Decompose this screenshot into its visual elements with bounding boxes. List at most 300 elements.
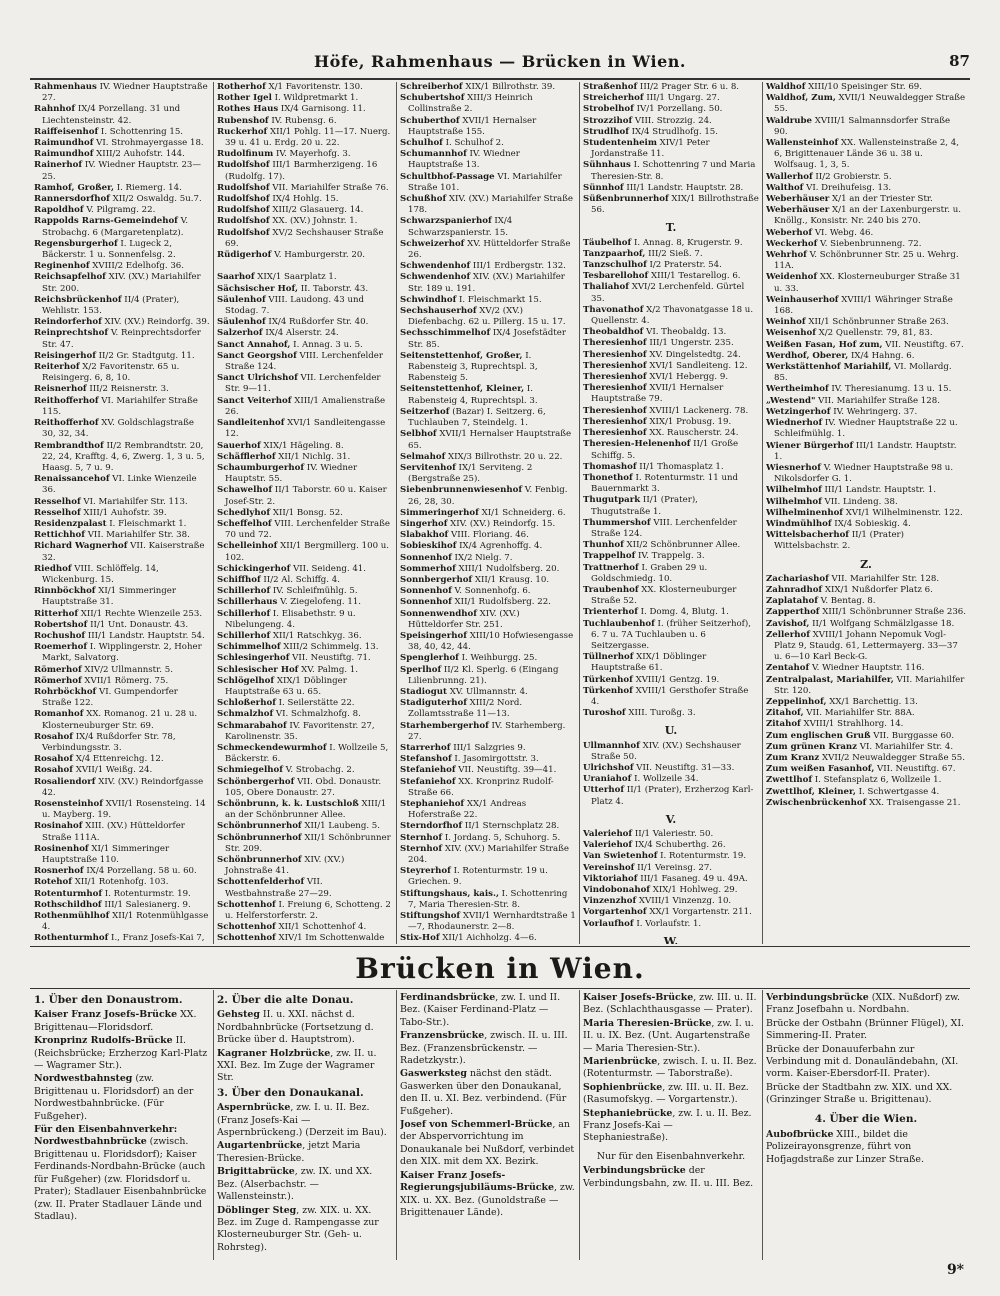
directory-entry: Trappelhof IV. Trappelg. 3.	[583, 551, 705, 562]
directory-entry: Wertheimhof IV. Theresianumg. 13 u. 15.	[766, 384, 952, 395]
directory-entry: Selbhof XVII/1 Hernalser Hauptstraße 65.	[400, 429, 572, 451]
bridges-column-4	[583, 992, 759, 1262]
bridge-entry: Kronprinz Rudolfs-Brücke II. (Reichsbrücke; Erzherzog Karl-Platz — Wagramer Str.).	[34, 1035, 208, 1072]
column-divider	[579, 990, 580, 1260]
directory-entry: Schillerhof IV. Schleifmühlg. 5.	[217, 586, 358, 597]
directory-entry: Rahmenhaus IV. Wiedner Hauptstraße 27.	[34, 82, 208, 104]
alphabet-heading: Z.	[860, 557, 872, 571]
directory-entry: Vorgartenhof XX/1 Vorgartenstr. 211.	[583, 907, 752, 918]
directory-entry: Theresien-Helenenhof II/1 Große Schiffg. 5.	[583, 439, 739, 461]
bridge-entry: Sophienbrücke, zw. III. u. II. Bez. (Rasumofskyg. — Vorgartenstr.).	[583, 1081, 749, 1106]
directory-entry: Tanzschulhof I/2 Praterstr. 54.	[583, 260, 722, 271]
directory-entry: Siebenbrunnenwiesenhof V. Fenbig. 26, 28, 30.	[400, 485, 568, 507]
column-divider	[396, 82, 397, 944]
column-divider	[213, 82, 214, 944]
directory-entry: Rosaliendorf XIV. (XV.) Reindorfgasse 42.	[34, 776, 204, 798]
directory-entry: Spenglerhof I. Weihburgg. 25.	[400, 653, 538, 664]
bridge-entry: Kaiser Josefs-Brücke, zw. III. u. II. Bez. (Schlachthausgasse — Prater).	[583, 992, 757, 1016]
directory-entry: Tanzpaarhof, III/2 Sieß. 7.	[583, 248, 703, 259]
directory-entry: Schmarabahof IV. Favoritenstr. 27, Karolinenstr. 35.	[217, 720, 375, 742]
directory-entry: Rudolfshof VII. Mariahilfer Straße 76.	[217, 182, 389, 193]
directory-entry: Salzerhof IX/4 Alserstr. 24.	[217, 328, 339, 339]
bridges-column-2	[217, 992, 393, 1262]
directory-entry: Scheffelhof VIII. Lerchenfelder Straße 70 und 72.	[217, 518, 390, 541]
directory-entry: Renaissancehof VI. Linke Wienzeile 36.	[34, 474, 197, 496]
directory-entry: Schillerhaus V. Ziegelofeng. 11.	[217, 597, 362, 608]
section-rule-bottom	[30, 988, 970, 989]
directory-entry: Reithofferhof VI. Mariahilfer Straße 115.	[34, 395, 198, 417]
directory-entry: Romanhof XX. Romanog. 21 u. 28 u. Klosterneuburger Str. 69.	[34, 709, 198, 731]
directory-entry: Sonnenhof XII/1 Rudolfsberg. 22.	[400, 597, 551, 608]
bridge-entry: Stephaniebrücke, zw. I. u. II. Bez. Franz Josefs-Kai — Stephaniestraße).	[583, 1107, 752, 1144]
directory-entry: Raimundhof VI. Strohmayergasse 18.	[34, 138, 204, 149]
directory-entry: Reichsapfelhof XIV. (XV.) Mariahilfer Str. 200.	[34, 272, 201, 294]
column-divider	[213, 990, 214, 1260]
directory-entry: Theresienhof III/1 Ungerstr. 235.	[583, 338, 734, 349]
column-divider	[762, 82, 763, 944]
directory-entry: Tesbarellohof XIII/1 Testarellog. 6.	[583, 271, 741, 282]
directory-entry: Viktoriahof III/1 Fasaneg. 49 u. 49A.	[583, 873, 748, 884]
directory-entry: Roemerhof I. Wipplingerstr. 2, Hoher Markt, Salvatorg.	[34, 642, 202, 664]
bridges-column-3	[400, 992, 576, 1262]
directory-entry: Sanct Annahof, I. Annag. 3 u. 5.	[217, 339, 363, 350]
directory-entry: Reithofferhof XV. Goldschlagstraße 30, 32, 34.	[34, 418, 194, 440]
directory-entry: Zellerhof XVIII/1 Johann Nepomuk Vogl-Platz 9, Staudg. 61, Lettermayerg. 33—37 u. 6—10 Karl Beck-G.	[766, 629, 958, 663]
directory-entry: Stefanshof I. Jasomirgottstr. 3.	[400, 754, 539, 765]
directory-entry: Türkenhof XVIII/1 Gersthofer Straße 4.	[583, 685, 749, 707]
section-rule	[30, 946, 970, 947]
bridge-entry: Gehsteg II. u. XXI. nächst d. Nordbahnbrücke (Fortsetzung d. Brücke über d. Hauptstrom).	[217, 1009, 374, 1046]
directory-entry: Steyrerhof I. Rotenturmstr. 19 u. Griechen. 9.	[400, 866, 548, 888]
directory-entry: Stiftungshaus, kais., I. Schottenring 7, Maria Theresien-Str. 8.	[400, 888, 568, 910]
directory-entry: Vorlaufhof I. Vorlaufstr. 1.	[583, 918, 702, 929]
directory-entry: Windmühlhof IX/4 Sobieskig. 4.	[766, 518, 911, 529]
running-title: Höfe, Rahmenhaus — Brücken in Wien.	[314, 52, 686, 71]
directory-entry: Traubenhof XX. Klosterneuburger Straße 52.	[583, 584, 737, 607]
directory-entry: Thunhof XII/2 Schönbrunner Allee.	[583, 540, 741, 551]
directory-entry: Schmiegelhof V. Strobachg. 2.	[217, 765, 355, 776]
directory-entry: Stefaniehof XX. Kronprinz Rudolf-Straße 66.	[400, 776, 554, 798]
directory-entry: Zachariashof VII. Mariahilfer Str. 128.	[766, 573, 940, 584]
bridge-entry: Marienbrücke, zwisch. I. u. II. Bez. (Rotenturmstr. — Taborstraße).	[583, 1056, 757, 1080]
directory-entry: Zentralpalast, Mariahilfer, VII. Mariahilfer Str. 120.	[766, 674, 965, 696]
directory-entry: Schönbrunnerhof XII/1 Schönbrunner Str. 209.	[217, 832, 391, 854]
directory-entry: Sanct Veiterhof XIII/1 Amalienstraße 26.	[217, 395, 386, 417]
directory-entry: Sonnenwendhof XIV. (XV.) Hütteldorfer Str. 251.	[400, 608, 520, 630]
directory-entry: Schlesischer Hof XV. Palmg. 1.	[217, 664, 358, 675]
directory-entry: Seitenstettenhof, Kleiner, I. Rabensteig 4, Ruprechtspl. 3.	[400, 384, 538, 406]
directory-entry: Waldhof, Zum, XVII/1 Neuwaldegger Straße 55.	[766, 93, 966, 115]
directory-entry: Robertshof II/1 Unt. Donaustr. 43.	[34, 619, 189, 630]
directory-entry: Rudolfshof XIII/2 Glasauerg. 14.	[217, 205, 364, 216]
directory-entry: Thummershof VIII. Lerchenfelder Straße 124.	[583, 517, 737, 539]
directory-entry: Wilhelminenhof XVI/1 Wilhelminenstr. 122.	[766, 507, 963, 518]
directory-entry: Trienterhof I. Domg. 4, Blutg. 1.	[583, 607, 729, 618]
directory-entry: Zeppelinhof, XX/1 Barchettig. 13.	[766, 696, 918, 707]
directory-entry: Rudolfshof XV/2 Sechshauser Straße 69.	[217, 227, 384, 249]
directory-entry: Theresienhof XVII/1 Hernalser Hauptstraße 79.	[583, 383, 724, 405]
directory-entry: Studentenheim XIV/1 Peter Jordanstraße 11.	[583, 138, 710, 160]
directory-entry: Schottenhof XIV/1 Im Schottenwalde	[217, 933, 385, 944]
directory-entry: Werkstättenhof Mariahilf, VI. Mollardg. 85.	[766, 362, 952, 384]
directory-entry: Reinprechtshof V. Reinprechtsdorfer Str. 47.	[34, 328, 201, 350]
directory-entry: Ulrichshof VII. Neustiftg. 31—33.	[583, 762, 735, 773]
directory-entry: Wehrhof V. Schönbrunner Str. 25 u. Wehrg. 11A.	[766, 250, 959, 272]
directory-entry: Seitenstettenhof, Großer, I. Rabensteig 3, Ruprechtspl. 3, Rabensteig 5.	[400, 350, 538, 384]
directory-entry: Schimmelhof XIII/2 Schimmelg. 13.	[217, 642, 379, 653]
bridge-entry: Brücke der Stadtbahn zw. XIX. und XX. (Grinzinger Straße u. Brigittenau).	[766, 1081, 953, 1106]
directory-entry: Rembrandthof II/2 Rembrandtstr. 20, 22, 24, Krafftg. 4, 6, Zwerg. 1, 3 u. 5, Haasg. 5, 7 u. 9.	[34, 440, 205, 473]
alphabet-heading: T.	[665, 221, 677, 235]
directory-entry: Wallensteinhof XX. Wallensteinstraße 2, 4, 6, Brigittenauer Lände 36 u. 38 u. Wolfsaug. 1, 3, 5.	[766, 138, 959, 171]
directory-entry: Schwendenhof XIV. (XV.) Mariahilfer Str. 189 u. 191.	[400, 272, 565, 294]
header-rule	[30, 78, 970, 80]
directory-entry: Sühnhaus I. Schottenring 7 und Maria Theresien-Str. 8.	[583, 160, 756, 182]
directory-entry: Zum weißen Fasanhof, VII. Neustiftg. 67.	[766, 764, 956, 775]
directory-entry: Schulhof I. Schulhof 2.	[400, 138, 504, 149]
directory-entry: Rudolfshof IX/4 Hohlg. 15.	[217, 194, 339, 205]
directory-entry: Ramhof, Großer, I. Riemerg. 14.	[34, 182, 182, 193]
directory-entry: Schubertshof XIII/3 Heinrich Collinstraße 2.	[400, 93, 533, 115]
directory-entry: Schlögelhof XIX/1 Döblinger Hauptstraße 63 u. 65.	[217, 675, 347, 697]
directory-entry: Sonnenhof IX/2 Nielg. 7.	[400, 552, 513, 563]
bridge-entry: Aspernbrücke, zw. I. u. II. Bez. (Franz Josefs-Kai — Aspernbrückeng.) (Derzeit im Bau).	[217, 1102, 387, 1139]
directory-entry: Ritterhof XII/1 Rechte Wienzeile 253.	[34, 608, 203, 619]
directory-entry: Rudolfshof XX. (XV.) Johnstr. 1.	[217, 216, 358, 227]
directory-entry: Waldrube XVIII/1 Salmannsdorfer Straße 90.	[766, 115, 951, 137]
bridge-entry: Gaswerksteg nächst den städt. Gaswerken über den Donaukanal, den II. u. XI. Bez. verbindend. (Für Fußgeher).	[400, 1068, 567, 1117]
directory-entry: Sechshauserhof XV/2 (XV.) Diefenbachg. 62 u. Pillerg. 15 u. 17.	[400, 306, 566, 328]
directory-entry: Zitahof, VII. Mariahilfer Str. 88A.	[766, 708, 915, 719]
directory-entry: Strozzihof VIII. Strozzig. 24.	[583, 115, 712, 126]
directory-entry: Raimundhof XIII/2 Auhofstr. 144.	[34, 149, 185, 160]
directory-entry: Schwendenhof III/1 Erdbergstr. 132.	[400, 261, 566, 272]
directory-entry: Werdhof, Oberer, IX/4 Hahng. 6.	[766, 350, 915, 361]
directory-entry: Römerhof XIV/2 Ullmannstr. 5.	[34, 664, 173, 675]
directory-entry: Sauerhof XIX/1 Hägeling. 8.	[217, 440, 344, 451]
directory-entry: Säulenhof VIII. Laudong. 43 und Stodag. 7.	[217, 294, 365, 317]
directory-entry: Schottenfelderhof VII. Westbahnstraße 27—29.	[217, 877, 332, 899]
directory-entry: Rapoldhof V. Pilgramg. 22.	[34, 205, 156, 216]
directory-entry: Rappolds Rarns-Gemeindehof V. Strobachg. 6 (Margaretenplatz).	[34, 216, 189, 238]
directory-entry: Schloßerhof I. Seilerstätte 22.	[217, 698, 355, 709]
directory-entry: Valeriehof II/1 Valeriestr. 50.	[583, 829, 714, 839]
alphabet-heading: W.	[663, 934, 679, 944]
directory-entry: Raiffeisenhof I. Schottenring 15.	[34, 126, 184, 137]
directory-entry: Residenzpalast I. Fleischmarkt 1.	[34, 518, 187, 529]
directory-entry: Reisnerhof III/2 Reisnerstr. 3.	[34, 384, 169, 395]
directory-entry: Schlesingerhof VII. Neustiftg. 71.	[217, 653, 371, 664]
directory-entry: Uraniahof I. Wollzeile 34.	[583, 774, 699, 785]
directory-entry: Slabakhof VIII. Floriang. 46.	[400, 530, 529, 541]
directory-entry: Sünnhof III/1 Landstr. Hauptstr. 28.	[583, 182, 744, 193]
directory-entry: Theresienhof XVIII/1 Lackenerg. 78.	[583, 405, 749, 416]
directory-entry: Servitenhof IX/1 Serviteng. 2 (Bergstraße 25).	[400, 462, 533, 485]
directory-entry: Schillerhof I. Elisabethstr. 9 u. Nibelungeng. 4.	[217, 608, 356, 630]
directory-entry: Sandleitenhof XVI/1 Sandleitengasse 12.	[217, 418, 386, 440]
directory-entry: Wiednerhof IV. Wiedner Hauptstraße 22 u. Schleifmühlg. 1.	[766, 418, 958, 440]
bridge-entry: Für den Eisenbahnverkehr: Nordwestbahnbrücke (zwisch. Brigittenau u. Floridsdorf); Kaiser Ferdinands-Nordbahn-Brücke (auch für Fußgeher) (zw. Floridsdorf u. Prater); Stadlauer Eisenbahnbrücke (zw. II. Prater Stadlauer Lände und Stadlau).	[34, 1124, 207, 1222]
directory-entry: Vinzenzhof XVIII/1 Vinzenzg. 10.	[583, 896, 732, 907]
directory-entry: Weisenhof X/2 Quellenstr. 79, 81, 83.	[766, 328, 933, 339]
directory-entry: Wilhelmhof III/1 Landstr. Hauptstr. 1.	[766, 485, 936, 496]
directory-entry: Vindobonahof XIX/1 Hohlweg. 29.	[583, 885, 738, 896]
directory-entry: Sternhof XIV. (XV.) Mariahilfer Straße 204.	[400, 843, 569, 866]
directory-entry: Starrerhof III/1 Salzgries 9.	[400, 742, 526, 753]
directory-entry: Resselhof VI. Mariahilfer Str. 113.	[34, 496, 188, 507]
directory-entry: Weidenhof XX. Klosterneuburger Straße 31 u. 33.	[766, 272, 961, 294]
bridge-entry: Josef von Schemmerl-Brücke, an der Abspervorrichtung im Donaukanale bei Nußdorf, verbindet den XIX. mit dem XX. Bezirk.	[400, 1119, 575, 1168]
directory-entry: Zum englischen Gruß VII. Burggasse 60.	[766, 730, 955, 741]
bridge-entry: Kagraner Holzbrücke, zw. II. u. XXI. Bez. Im Zuge der Wagramer Str.	[217, 1047, 377, 1084]
directory-entry: Weißen Fasan, Hof zum, VII. Neustiftg. 67.	[766, 339, 964, 350]
directory-entry: Wiesnerhof V. Wiedner Hauptstraße 98 u. Nikolsdorfer G. 1.	[766, 462, 954, 485]
bridge-subheading: Nur für den Eisenbahnverkehr.	[596, 1150, 746, 1162]
directory-entry: Stiftungshof XVII/1 Wernhardtstraße 1—7, Rhodaunerstr. 2—8.	[400, 911, 576, 933]
bridge-entry: Kaiser Franz Josefs-Brücke XX. Brigittenau—Floridsdorf.	[34, 1009, 197, 1033]
directory-entry: Wallerhof II/2 Grobierstr. 5.	[766, 171, 892, 182]
directory-entry: Valeriehof IX/4 Schuberthg. 26.	[583, 840, 726, 851]
directory-entry: Rothenmühlhof XII/1 Rotenmühlgasse 4.	[34, 911, 209, 933]
directory-entry: Weinhof XII/1 Schönbrunner Straße 263.	[766, 317, 949, 328]
alphabet-heading: U.	[664, 724, 678, 738]
directory-entry: Sobieskihof IX/4 Agrenhoffg. 4.	[400, 541, 543, 552]
directory-entry: Schultbhof-Passage VI. Mariahilfer Straße 101.	[400, 171, 562, 193]
directory-entry: Van Swietenhof I. Rotenturmstr. 19.	[583, 851, 747, 862]
directory-entry: Waldhof XIII/10 Speisinger Str. 69.	[766, 82, 923, 92]
directory-entry: Schickingerhof VII. Seideng. 41.	[217, 563, 367, 574]
signature-mark: 9*	[946, 1262, 964, 1278]
directory-entry: Schumannhof IV. Wiedner Hauptstraße 13.	[400, 149, 520, 171]
directory-entry: Rosahof XVII/1 Weißg. 24.	[34, 765, 153, 776]
directory-entry: Rosahof X/4 Ettenreichg. 12.	[34, 754, 164, 765]
directory-entry: Sonnbergerhof XII/1 Krausg. 10.	[400, 574, 550, 585]
directory-entry: Stix-Hof XII/1 Aichholzg. 4—6.	[400, 933, 537, 944]
bridge-entry: Nordwestbahnsteg (zw. Brigittenau u. Floridsdorf) an der Nordwestbahnbrücke. (Für Fußgeher).	[34, 1073, 194, 1122]
bridge-entry: Ferdinandsbrücke, zw. I. und II. Bez. (Kaiser Ferdinand-Platz — Tabo-Str.).	[400, 992, 561, 1028]
directory-entry: Speisingerhof XIII/10 Hofwiesengasse 38, 40, 42, 44.	[400, 630, 574, 653]
directory-entry: Streicherhof III/1 Ungarg. 27.	[583, 93, 720, 104]
directory-entry: Schreiberhof XIX/1 Billrothstr. 39.	[400, 82, 556, 92]
directory-column-4	[583, 82, 759, 944]
directory-entry: Theresienhof XIX/1 Probusg. 19.	[583, 416, 732, 427]
directory-entry: Süßenbrunnerhof XIX/1 Billrothstraße 56.	[583, 194, 759, 216]
directory-column-5	[766, 82, 966, 944]
directory-entry: Weinhauserhof XVIII/1 Währinger Straße 168.	[766, 294, 953, 317]
alphabet-heading: V.	[665, 812, 677, 826]
directory-entry: Theresienhof XVI/1 Sandleiteng. 12.	[583, 360, 748, 371]
directory-entry: Tuchlaubenhof I. (früher Seitzerhof), 6. 7 u. 7A Tuchlauben u. 6 Seitzergasse.	[583, 618, 751, 651]
directory-entry: Resselhof XIII/1 Auhofstr. 39.	[34, 507, 167, 518]
directory-entry: Wiener Bürgerhof III/1 Landstr. Hauptstr. 1.	[766, 440, 957, 462]
directory-entry: Walthof VI. Dreihufeisg. 13.	[766, 182, 892, 193]
directory-entry: Rothenturmhof I., Franz Josefs-Kai 7,	[34, 933, 205, 944]
directory-entry: Schedlyhof XII/1 Bonsg. 52.	[217, 507, 343, 518]
directory-entry: Tüllnerhof XIX/1 Döblinger Hauptstraße 61.	[583, 652, 707, 674]
directory-entry: Schottenhof XII/1 Schottenhof 4.	[217, 922, 367, 933]
directory-entry: Schäfflerhof XII/1 Nichlg. 31.	[217, 451, 351, 462]
directory-entry: Rotherhof X/1 Favoritenstr. 130.	[217, 82, 363, 92]
directory-entry: Rother Igel I. Wildpretmarkt 1.	[217, 93, 359, 104]
directory-entry: Saarhof XIX/1 Saarplatz 1.	[217, 272, 337, 283]
column-divider	[579, 82, 580, 944]
bridge-section-heading: 3. Über den Donaukanal.	[217, 1086, 364, 1099]
bridge-entry: Verbindungsbrücke der Verbindungsbahn, zw. II. u. III. Bez.	[583, 1165, 754, 1189]
directory-entry: Rannersdorfhof XII/2 Oswaldg. 5u.7.	[34, 194, 202, 205]
bridge-entry: Aubofbrücke XIII., bildet die Polizeirayonsgrenze, führt von Hofjagdstraße zur Linzer Straße.	[766, 1129, 924, 1165]
directory-entry: Sanct Ulrichshof VII. Lerchenfelder Str. 9—11.	[217, 373, 381, 395]
directory-entry: Seitzerhof (Bazar) I. Seitzerg. 6, Tuchlauben 7, Steindelg. 1.	[400, 406, 546, 429]
directory-entry: Reindorferhof XIV. (XV.) Reindorfg. 39.	[34, 317, 210, 328]
directory-entry: Rotenturmhof I. Rotenturmstr. 19.	[34, 888, 191, 899]
directory-entry: Rainerhof IV. Wiedner Hauptstr. 23—25.	[34, 160, 201, 182]
directory-entry: Stadiogut XV. Ullmannstr. 4.	[400, 686, 528, 697]
directory-entry: Rosinenhof XI/1 Simmeringer Hauptstraße 110.	[34, 843, 170, 866]
directory-entry: Wittelsbacherhof II/1 (Prater) Wittelsbachstr. 2.	[766, 530, 904, 552]
directory-entry: Turoshof XIII. Turoßg. 3.	[583, 708, 696, 719]
directory-entry: Rüdigerhof V. Hamburgerstr. 20.	[217, 250, 366, 261]
directory-entry: Rothschildhof III/1 Salesianerg. 9.	[34, 899, 191, 910]
column-divider	[762, 990, 763, 1260]
directory-entry: Zum grünen Kranz VI. Mariahilfer Str. 4.	[766, 741, 954, 752]
spacer	[217, 261, 393, 272]
page-number: 87	[949, 52, 970, 70]
directory-entry: Strudlhof IX/4 Strudlhofg. 15.	[583, 126, 718, 137]
directory-entry: Schaumburgerhof IV. Wiedner Hauptstr. 55.	[217, 462, 358, 485]
directory-entry: Stadiguterhof XIII/2 Nord. Zollamtsstraße 11—13.	[400, 698, 523, 720]
directory-entry: Stephaniehof XX/1 Andreas Hoferstraße 22.	[400, 799, 527, 821]
directory-entry: Rosensteinhof XVII/1 Rosensteing. 14 u. Mayberg. 19.	[34, 799, 206, 821]
directory-entry: Rotehof XII/1 Rotenhofg. 103.	[34, 877, 169, 888]
directory-entry: Reginenhof XVIII/2 Edelhofg. 36.	[34, 261, 184, 272]
directory-entry: Reisingerhof II/2 Gr. Stadtgutg. 11.	[34, 350, 195, 361]
bridge-section-heading: 1. Über den Donaustrom.	[34, 994, 183, 1006]
section-title: Brücken in Wien.	[355, 952, 645, 985]
directory-entry: Rothes Haus IX/4 Garnisong. 11.	[217, 104, 366, 115]
bridge-entry: Brücke der Donauuferbahn zur Verbindung mit d. Donauländebahn, (XI. vorm. Kaiser-Ebersdorf-II. Prater).	[766, 1043, 959, 1080]
directory-entry: Thomashof II/1 Thomasplatz 1.	[583, 461, 724, 472]
directory-entry: Schelleinhof XII/1 Bergmillerg. 100 u. 102.	[217, 541, 390, 563]
directory-entry: Säulenhof IX/4 Rußdorfer Str. 40.	[217, 317, 369, 328]
directory-entry: Zum Kranz XVII/2 Neuwaldegger Straße 55.	[766, 752, 965, 763]
directory-entry: Schweizerhof XV. Hütteldorfer Straße 26.	[400, 238, 571, 261]
directory-entry: Schönbrunnerhof XII/1 Laubeng. 5.	[217, 821, 381, 832]
directory-entry: Theresienhof XX. Rauscherstr. 24.	[583, 428, 739, 439]
directory-entry: Rinnböckhof XI/1 Simmeringer Hauptstraße 31.	[34, 586, 176, 608]
directory-entry: Rudolfshof III/1 Barmherzigeng. 16 (Rudolfg. 17).	[217, 160, 378, 182]
directory-entry: Rudolfinum IV. Mayerhofg. 3.	[217, 149, 351, 160]
directory-entry: Thugutpark II/1 (Prater), Thugutstraße 1.	[583, 495, 698, 517]
directory-entry: Theresienhof XVI/1 Hebergg. 9.	[583, 372, 729, 383]
directory-column-1	[34, 82, 210, 944]
bridge-section-heading: 4. Über die Wien.	[814, 1112, 918, 1125]
directory-entry: Zapperthof XIII/1 Schönbrunner Straße 236.	[766, 607, 966, 618]
directory-entry: Weberhof VI. Webg. 46.	[766, 227, 874, 238]
directory-entry: Schönbergerhof VII. Obd. Donaustr. 105, Obere Donaustr. 27.	[217, 776, 382, 798]
directory-entry: Zwettlhof I. Stefansplatz 6, Wollzeile 1.	[766, 775, 942, 786]
directory-entry: Vereinshof II/1 Vereinsg. 27.	[583, 862, 713, 873]
directory-entry: Wetzingerhof IV. Wehringerg. 37.	[766, 406, 918, 417]
directory-entry: „Westend" VII. Mariahilfer Straße 128.	[766, 395, 940, 406]
directory-entry: Trattnerhof I. Graben 29 u. Goldschmiedg. 10.	[583, 562, 708, 584]
directory-entry: Zitahof XVIII/1 Strahlhorg. 14.	[766, 719, 904, 730]
bridges-column-1	[34, 992, 210, 1262]
directory-entry: Sperlhof II/2 Kl. Sperlg. 6 (Eingang Lilienbrunng. 21).	[400, 664, 559, 686]
directory-entry: Rubenshof IV. Rubensg. 6.	[217, 115, 337, 126]
bridge-entry: Augartenbrücke, jetzt Maria Theresien-Brücke.	[217, 1140, 361, 1164]
directory-entry: Richard Wagnerhof VII. Kaiserstraße 32.	[34, 541, 205, 563]
directory-column-2	[217, 82, 393, 944]
directory-entry: Selmahof XIX/3 Billrothstr. 20 u. 22.	[400, 451, 563, 462]
directory-entry: Riedhof VIII. Schlöffelg. 14, Wickenburg. 15.	[34, 563, 159, 585]
directory-entry: Schönbrunn, k. k. Lustschloß XIII/1 an der Schönbrunner Allee.	[217, 799, 387, 821]
directory-entry: Rosnerhof IX/4 Porzellang. 58 u. 60.	[34, 866, 197, 877]
directory-entry: Singerhof XIV. (XV.) Reindorfg. 15.	[400, 518, 556, 529]
bridge-entry: Franzensbrücke, zwisch. II. u. III. Bez. (Franzensbrückenstr. — Radetzkystr.).	[400, 1030, 568, 1067]
page-header	[30, 52, 970, 76]
bridge-entry: Brigittabrücke, zw. IX. und XX. Bez. (Alserbachstr. — Wallensteinstr.).	[217, 1166, 373, 1203]
directory-entry: Schußhof XIV. (XV.) Mariahilfer Straße 178.	[400, 194, 573, 216]
directory-entry: Ullmannhof XIV. (XV.) Sechshauser Straße 50.	[583, 740, 741, 762]
bridge-entry: Verbindungsbrücke (XIX. Nußdorf) zw. Franz Josefbahn u. Nordbahn.	[766, 992, 960, 1016]
column-divider	[396, 990, 397, 1260]
bridge-entry: Kaiser Franz Josefs-Regierungsjubiläums-Brücke, zw. XIX. u. XX. Bez. (Gunoldstraße — Brigittenauer Lände).	[400, 1169, 575, 1218]
directory-entry: Sternhof I. Jordang. 5, Schuhorg. 5.	[400, 832, 561, 843]
directory-entry: Utterhof II/1 (Prater), Erzherzog Karl-Platz 4.	[583, 785, 754, 807]
directory-entry: Regensburgerhof I. Lugeck 2, Bäckerstr. 1 u. Sonnenfelsg. 2.	[34, 238, 176, 261]
directory-entry: Schönbrunnerhof XIV. (XV.) Johnstraße 41.	[217, 855, 345, 877]
directory-entry: Sterndorfhof II/1 Sternschplatz 28.	[400, 821, 560, 832]
directory-entry: Schmalzhof VI. Schmalzhofg. 8.	[217, 709, 361, 720]
directory-entry: Sommerhof XIII/1 Nudolfsberg. 20.	[400, 563, 560, 574]
directory-entry: Rahnhof IX/4 Porzellang. 31 und Liechtensteinstr. 42.	[34, 104, 181, 126]
bridges-column-5	[766, 992, 966, 1262]
directory-entry: Weckerhof V. Siebenbrunneng. 72.	[766, 238, 922, 249]
bridge-section-heading: 2. Über die alte Donau.	[217, 994, 354, 1006]
directory-entry: Reichsbrückenhof II/4 (Prater), Wehlistr. 153.	[34, 294, 180, 317]
directory-entry: Simmeringerhof XI/1 Schneiderg. 6.	[400, 507, 566, 518]
directory-entry: Sächsischer Hof, II. Taborstr. 43.	[217, 283, 369, 294]
directory-entry: Zavishof, II/1 Wolfgang Schmälzlgasse 18.	[766, 618, 955, 629]
directory-entry: Sonnenhof V. Sonnenhofg. 6.	[400, 586, 531, 597]
directory-entry: Ruckerhof XII/1 Pohlg. 11—17. Nuerg. 39 u. 41 u. Erdg. 20 u. 22.	[217, 126, 391, 149]
directory-entry: Zaplatahof V. Bentag. 8.	[766, 596, 876, 607]
directory-entry: Rohrböckhof VI. Gumpendorfer Straße 122.	[34, 686, 178, 709]
directory-entry: Strobelhof IV/1 Porzellang. 50.	[583, 104, 723, 115]
directory-entry: Theobaldhof VI. Theobaldg. 13.	[583, 327, 727, 338]
directory-entry: Rettichhof VII. Mariahilfer Str. 38.	[34, 530, 190, 541]
directory-entry: Starhembergerhof IV. Starhemberg. 27.	[400, 720, 566, 742]
directory-entry: Thavonathof X/2 Thavonatgasse 18 u. Quellenstr. 4.	[583, 304, 754, 327]
directory-entry: Zentahof V. Wiedner Hauptstr. 116.	[766, 663, 925, 674]
bridge-entry: Maria Theresien-Brücke, zw. I. u. II. u. IX. Bez. (Unt. Augartenstraße — Maria Theresien-Str.).	[583, 1017, 754, 1054]
directory-entry: Zwischenbrückenhof XX. Traisengasse 21.	[766, 797, 961, 808]
bridge-entry: Brücke der Ostbahn (Brünner Flügel), XI. Simmering-II. Prater.	[766, 1017, 965, 1042]
bridge-entry: Döblinger Steg, zw. XIX. u. XX. Bez. im Zuge d. Rampengasse zur Klosterneuburger Str. (Geh- u. Rohrsteg).	[217, 1204, 379, 1253]
directory-entry: Schawelhof II/1 Taborstr. 60 u. Kaiser Josef-Str. 2.	[217, 485, 387, 507]
directory-entry: Römerhof XVII/1 Römerg. 75.	[34, 675, 169, 686]
directory-entry: Schmeckendewurmhof I. Wollzeile 5, Bäckerstr. 6.	[217, 742, 389, 765]
directory-entry: Weberhäuser X/1 an der Laxenburgerstr. u. Knöllg., Konsistr. Nr. 240 bis 270.	[766, 205, 961, 227]
directory-entry: Rochushof III/1 Landstr. Hauptstr. 54.	[34, 630, 205, 641]
directory-entry: Theresienhof XV. Dingelstedtg. 24.	[583, 349, 741, 360]
directory-entry: Rosahof IX/4 Rußdorfer Str. 78, Verbindungsstr. 3.	[34, 731, 176, 753]
directory-entry: Stefaniehof VII. Neustiftg. 39—41.	[400, 765, 557, 776]
directory-entry: Zahnradhof XIX/1 Nußdorfer Platz 6.	[766, 584, 933, 595]
directory-entry: Schwarzspanierhof IX/4 Schwarzspanierstr. 15.	[400, 216, 513, 238]
directory-entry: Täubelhof I. Annag. 8, Krugerstr. 9.	[583, 237, 743, 248]
directory-entry: Türkenhof XVIII/1 Gentzg. 19.	[583, 674, 720, 685]
